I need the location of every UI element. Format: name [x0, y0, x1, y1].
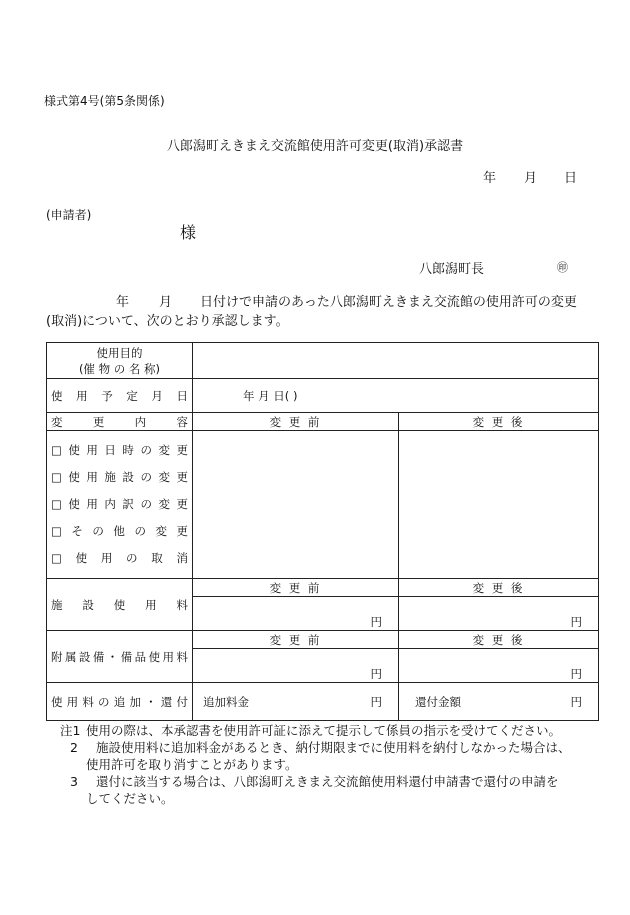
honorific-sama: 様 [180, 223, 197, 242]
note-item [60, 739, 620, 756]
facility-fee-header-row [47, 579, 599, 597]
facility-fee-label: 施設使用料 [47, 579, 193, 631]
check-item-breakdown[interactable]: □使用内訳の変更 [51, 497, 188, 511]
purpose-value [193, 343, 599, 379]
change-check-list [47, 431, 193, 579]
date-day-label: 日 [564, 171, 578, 186]
purpose-label-line1: 使用目的 [96, 345, 143, 360]
check-item-facility[interactable]: □使用施設の変更 [51, 470, 188, 484]
form-number: 様式第4号(第5条関係) [44, 94, 165, 108]
change-content-label: 変更内容 [47, 413, 193, 431]
date-year-label: 年 [483, 171, 497, 186]
notes-section [60, 722, 620, 807]
date-month-label: 月 [524, 171, 538, 186]
change-after-content [399, 431, 599, 579]
note-number: 2 [70, 740, 78, 755]
change-after-header: 変 更 後 [399, 413, 599, 431]
approval-table [46, 342, 599, 721]
facility-fee-before-header: 変 更 前 [193, 579, 399, 597]
facility-fee-after-yen: 円 [399, 597, 599, 631]
body-year: 年 [116, 295, 130, 310]
additional-fee-cell [193, 683, 399, 721]
refund-label: 還付金額 [415, 694, 461, 709]
note-text: 還付に該当する場合は、八郎潟町えきまえ交流館使用料還付申請書で還付の申請を [96, 774, 559, 789]
facility-fee-before-yen: 円 [193, 597, 399, 631]
note-continuation: してください。 [86, 791, 174, 806]
note-number: 3 [70, 774, 78, 789]
additional-fee-label: 追加料金 [203, 694, 249, 709]
check-item-cancel[interactable]: □使用の取消 [51, 551, 188, 565]
document-title: 八郎潟町えきまえ交流館使用許可変更(取消)承認書 [166, 139, 464, 154]
change-before-header: 変 更 前 [193, 413, 399, 431]
note-number: 1 [72, 723, 81, 738]
purpose-label-line2: (催 物 の 名 称) [78, 361, 161, 376]
equipment-fee-before-yen: 円 [193, 649, 399, 683]
applicant-label: (申請者) [46, 208, 92, 222]
equipment-fee-after-header: 変 更 後 [399, 631, 599, 649]
note-continuation: 使用許可を取り消すことがあります。 [86, 757, 298, 772]
equipment-fee-label: 附属設備・備品使用料 [47, 631, 193, 683]
note-text: 施設使用料に追加料金があるとき、納付期限までに使用料を納付しなかった場合は、 [96, 740, 571, 755]
purpose-label [47, 343, 193, 379]
check-item-other[interactable]: □その他の変更 [51, 524, 188, 538]
notes-prefix: 注 [60, 723, 73, 738]
change-items-row [47, 431, 599, 579]
body-line2: (取消)について、次のとおり承認します。 [46, 314, 289, 329]
body-month: 月 [159, 295, 173, 310]
approval-statement [46, 293, 608, 331]
schedule-value: 年 月 日( ) [193, 379, 599, 413]
schedule-label: 使用予定月日 [47, 379, 193, 413]
refund-cell [399, 683, 599, 721]
purpose-row [47, 343, 599, 379]
note-text: 使用の際は、本承認書を使用許可証に添えて提示して係員の指示を受けてください。 [86, 723, 562, 738]
change-before-content [193, 431, 399, 579]
seal-mark: ㊞ [557, 261, 568, 274]
refund-yen: 円 [570, 694, 582, 709]
change-header-row [47, 413, 599, 431]
check-item-datetime[interactable]: □使用日時の変更 [51, 443, 188, 457]
additional-fee-yen: 円 [370, 694, 382, 709]
equipment-fee-before-header: 変 更 前 [193, 631, 399, 649]
equipment-fee-header-row [47, 631, 599, 649]
fee-adjust-row [47, 683, 599, 721]
schedule-row [47, 379, 599, 413]
note-item [60, 722, 620, 739]
facility-fee-after-header: 変 更 後 [399, 579, 599, 597]
fee-adjust-label: 使用料の追加・還付 [47, 683, 193, 721]
issuer-mayor: 八郎潟町長 [419, 262, 485, 277]
equipment-fee-after-yen: 円 [399, 649, 599, 683]
note-item [60, 773, 620, 790]
body-line1: 日付けで申請のあった八郎潟町えきまえ交流館の使用許可の変更 [200, 295, 577, 310]
